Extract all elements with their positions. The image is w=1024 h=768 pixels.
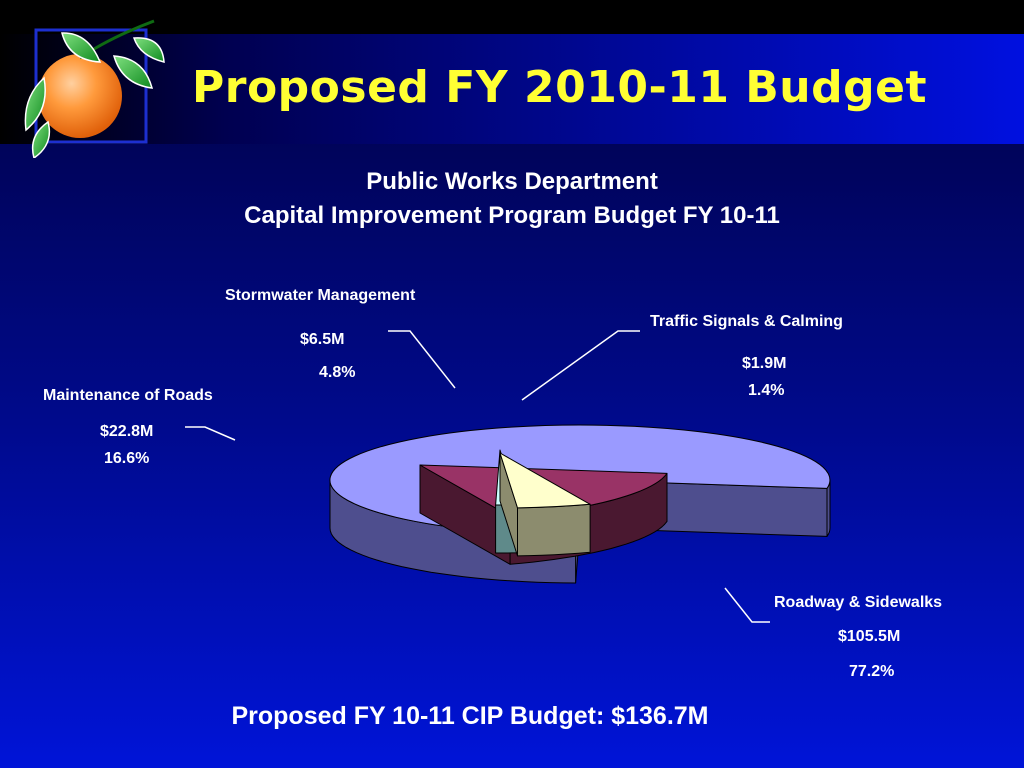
label-roadway-percent: 77.2% [849, 663, 895, 680]
chart-title: Public Works Department [366, 168, 658, 195]
leader-line-roadway [725, 588, 770, 622]
leader-line-stormwater [388, 331, 455, 388]
slide-title: Proposed FY 2010-11 Budget [192, 62, 927, 113]
label-maintenance-name: Maintenance of Roads [43, 387, 213, 404]
leader-line-traffic [522, 331, 640, 400]
label-roadway-amount: $105.5M [838, 628, 901, 645]
total-budget-text: Proposed FY 10-11 CIP Budget: $136.7M [231, 702, 709, 730]
label-maintenance-percent: 16.6% [104, 450, 150, 467]
label-roadway-name: Roadway & Sidewalks [774, 594, 943, 611]
label-stormwater-name: Stormwater Management [225, 287, 416, 304]
pie-slice-stormwater-side [518, 504, 591, 556]
label-traffic-amount: $1.9M [742, 355, 787, 372]
label-stormwater-percent: 4.8% [319, 364, 356, 381]
chart-subtitle: Capital Improvement Program Budget FY 10-11 [244, 202, 780, 229]
label-maintenance-amount: $22.8M [100, 423, 154, 440]
label-stormwater-amount: $6.5M [300, 331, 345, 348]
leader-line-maintenance [185, 427, 235, 440]
label-traffic-name: Traffic Signals & Calming [650, 313, 843, 330]
label-traffic-percent: 1.4% [748, 382, 785, 399]
